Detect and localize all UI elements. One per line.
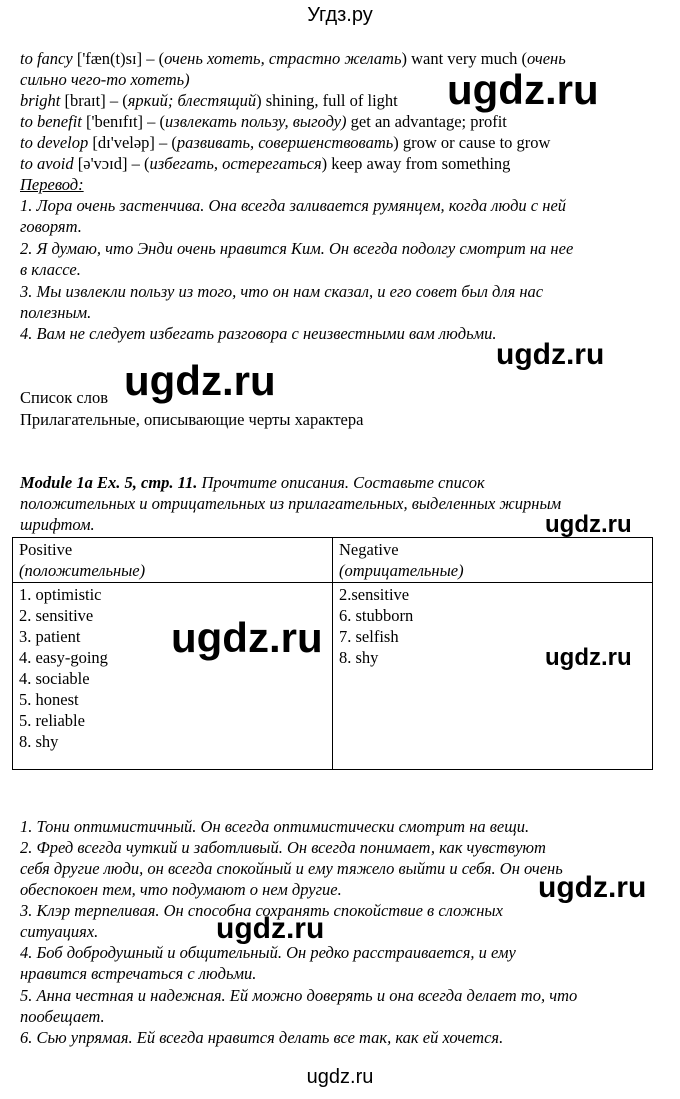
description-line: 1. Тони оптимистичный. Он всегда оптимистически смотрит на вещи. [20, 817, 530, 836]
vocab-continuation: сильно чего-то хотеть) [20, 70, 190, 89]
list-item: 6. stubborn [339, 606, 414, 625]
list-item: 1. optimistic [19, 585, 102, 604]
watermark: ugdz.ru [171, 614, 323, 661]
description-line: 2. Фред всегда чуткий и заботливый. Он всегда понимает, как чувствуют [20, 838, 546, 857]
list-item: 2.sensitive [339, 585, 410, 604]
exercise-instruction-part: Прочтите описания. Составьте список [197, 473, 485, 492]
vocab-entry-avoid [20, 153, 510, 174]
negative-header: Negative [339, 540, 399, 559]
description-line: нравится встречаться с людьми. [20, 964, 257, 983]
page-title: Угдз.ру [307, 4, 373, 26]
list-item: 8. shy [19, 732, 59, 751]
vocab-entry-bright [20, 90, 398, 111]
vocab-english: ) keep away from something [321, 154, 511, 173]
vocab-english: get an advantage; profit [346, 112, 507, 131]
list-item: 5. honest [19, 690, 79, 709]
translation-line: 2. Я думаю, что Энди очень нравится Ким. Он всегда подолгу смотрит на нее [20, 239, 574, 258]
list-item: 3. patient [19, 627, 81, 646]
description-line: себя другие люди, он всегда спокойный и ему тяжело выйти и себя. Он очень [20, 859, 563, 878]
wordlist-subtitle: Прилагательные, описывающие черты характера [20, 410, 364, 429]
translation-line: 4. Вам не следует избегать разговора с неизвестными вам людьми. [20, 324, 497, 343]
vocab-entry-benefit [20, 111, 507, 132]
vocab-term: to benefit [20, 112, 82, 131]
exercise-instruction [20, 472, 485, 493]
translation-line: говорят. [20, 217, 82, 236]
vocab-term: to fancy [20, 49, 73, 68]
negative-header-cell [333, 538, 653, 583]
exercise-instruction-line: положительных и отрицательных из прилагательных, выделенных жирным [20, 494, 562, 513]
vocab-transcription: [dɪ'veləp] – ( [88, 133, 177, 152]
vocab-russian: избегать, остерегаться [149, 154, 322, 173]
vocab-english: ) shining, full of light [256, 91, 398, 110]
exercise-instruction-line: шрифтом. [20, 515, 95, 534]
translation-line: полезным. [20, 303, 92, 322]
vocab-transcription: ['benɪfɪt] – ( [81, 112, 166, 131]
positive-subheader: (положительные) [19, 561, 146, 580]
vocab-extra: очень [527, 49, 566, 68]
translation-heading: Перевод: [20, 175, 84, 194]
vocab-russian: очень хотеть, страстно желать [164, 49, 402, 68]
exercise-ref: Module 1a Ex. 5, стр. 11. [20, 473, 198, 492]
description-line: обеспокоен тем, что подумают о нем другие. [20, 880, 342, 899]
description-line: 4. Боб добродушный и общительный. Он редко расстраивается, и ему [20, 943, 516, 962]
description-line: 3. Клэр терпеливая. Он способна сохранять спокойствие в сложных [20, 901, 503, 920]
vocab-english: ) grow or cause to grow [393, 133, 551, 152]
list-item: 7. selfish [339, 627, 399, 646]
description-line: 5. Анна честная и надежная. Ей можно доверять и она всегда делает то, что [20, 986, 578, 1005]
watermark: ugdz.ru [447, 66, 599, 113]
negative-list-cell [333, 583, 653, 770]
translation-line: в классе. [20, 260, 81, 279]
vocab-transcription: ['fæn(t)sɪ] – ( [72, 49, 165, 68]
translation-line: 1. Лора очень застенчива. Она всегда заливается румянцем, когда люди с ней [20, 196, 567, 215]
vocab-english: ) want very much ( [401, 49, 528, 68]
description-line: пообещает. [20, 1007, 105, 1026]
vocab-russian: развивать, совершенствовать [176, 133, 394, 152]
positive-header-cell [13, 538, 333, 583]
table-header-row [13, 538, 653, 583]
vocab-transcription: [ə'vɔɪd] – ( [73, 154, 150, 173]
vocab-transcription: [braɪt] – ( [60, 91, 128, 110]
list-item: 5. reliable [19, 711, 85, 730]
vocab-russian: извлекать пользу, выгоду) [165, 112, 347, 131]
vocab-term: to avoid [20, 154, 74, 173]
vocab-entry-develop [20, 132, 550, 153]
watermark: ugdz.ru [545, 511, 632, 538]
list-item: 8. shy [339, 648, 379, 667]
translation-line: 3. Мы извлекли пользу из того, что он нам сказал, и его совет был для нас [20, 282, 544, 301]
watermark: ugdz.ru [545, 644, 632, 671]
negative-subheader: (отрицательные) [339, 561, 464, 580]
description-line: ситуациях. [20, 922, 99, 941]
positive-list-cell [13, 583, 333, 770]
list-item: 4. sociable [19, 669, 90, 688]
watermark: ugdz.ru [496, 338, 605, 371]
watermark: ugdz.ru [124, 357, 276, 404]
positive-header: Positive [19, 540, 73, 559]
vocab-russian: яркий; блестящий [127, 91, 257, 110]
watermark: ugdz.ru [216, 912, 325, 945]
table-row [13, 583, 653, 770]
vocab-term: to develop [20, 133, 89, 152]
vocab-term: bright [20, 91, 61, 110]
watermark: ugdz.ru [538, 871, 647, 904]
list-item: 4. easy-going [19, 648, 108, 667]
wordlist-title: Список слов [20, 388, 108, 407]
description-line: 6. Сью упрямая. Ей всегда нравится делать все так, как ей хочется. [20, 1028, 504, 1047]
list-item: 2. sensitive [19, 606, 94, 625]
footer-watermark: ugdz.ru [306, 1066, 374, 1088]
